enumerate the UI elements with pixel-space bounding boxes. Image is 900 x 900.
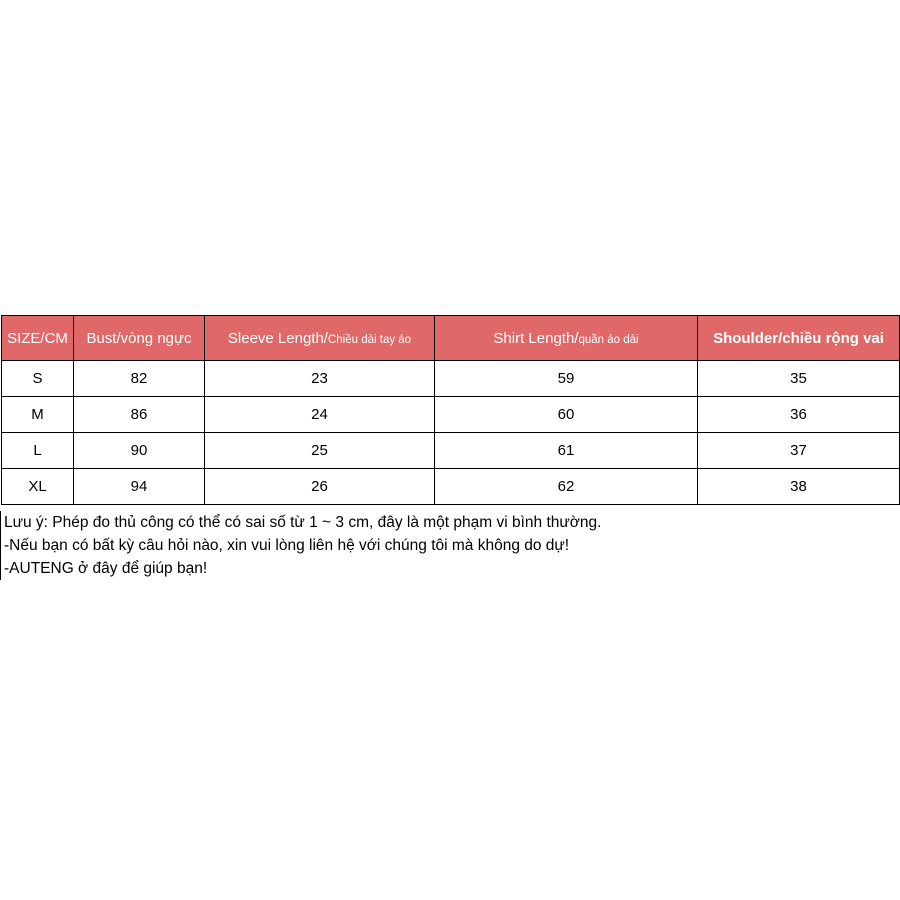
header-shoulder-label: Shoulder/chiều rộng vai [713, 329, 884, 347]
table-row [2, 469, 900, 505]
bust-cell: 82 [74, 361, 205, 397]
measurement-notes [0, 511, 664, 580]
shirt-length-cell: 60 [435, 397, 698, 433]
table-row [2, 433, 900, 469]
note-line-contact: -Nếu bạn có bất kỳ câu hỏi nào, xin vui lòng liên hệ với chúng tôi mà không do dự! [4, 537, 570, 554]
note-line-tolerance: Lưu ý: Phép đo thủ công có thể có sai số từ 1 ~ 3 cm, đây là một phạm vi bình thường. [4, 514, 602, 531]
sleeve-length-cell: 24 [205, 397, 435, 433]
header-shirt-length-sub: quần áo dài [578, 333, 639, 346]
header-sleeve-length [205, 316, 435, 361]
shirt-length-cell: 62 [435, 469, 698, 505]
size-cell: M [2, 397, 74, 433]
header-shoulder [698, 316, 900, 361]
header-size-label: SIZE/CM [7, 329, 68, 347]
header-shirt-length-label: Shirt Length/ [493, 329, 579, 347]
size-chart-table [1, 315, 900, 505]
note-line-brand: -AUTENG ở đây để giúp bạn! [4, 560, 208, 577]
header-shirt-length [435, 316, 698, 361]
sleeve-length-cell: 25 [205, 433, 435, 469]
shoulder-cell: 38 [698, 469, 900, 505]
shoulder-cell: 36 [698, 397, 900, 433]
header-sleeve-length-label: Sleeve Length/ [227, 329, 328, 347]
table-row [2, 361, 900, 397]
size-cell: L [2, 433, 74, 469]
table-row [2, 397, 900, 433]
shoulder-cell: 35 [698, 361, 900, 397]
size-cell: S [2, 361, 74, 397]
size-cell: XL [2, 469, 74, 505]
header-bust-label: Bust/vòng ngực [86, 329, 192, 347]
bust-cell: 90 [74, 433, 205, 469]
bust-cell: 94 [74, 469, 205, 505]
sleeve-length-cell: 23 [205, 361, 435, 397]
shirt-length-cell: 61 [435, 433, 698, 469]
shoulder-cell: 37 [698, 433, 900, 469]
sleeve-length-cell: 26 [205, 469, 435, 505]
table-header-row [2, 316, 900, 361]
shirt-length-cell: 59 [435, 361, 698, 397]
header-sleeve-length-sub: Chiều dài tay áo [327, 333, 412, 346]
header-bust [74, 316, 205, 361]
bust-cell: 86 [74, 397, 205, 433]
header-size [2, 316, 74, 361]
